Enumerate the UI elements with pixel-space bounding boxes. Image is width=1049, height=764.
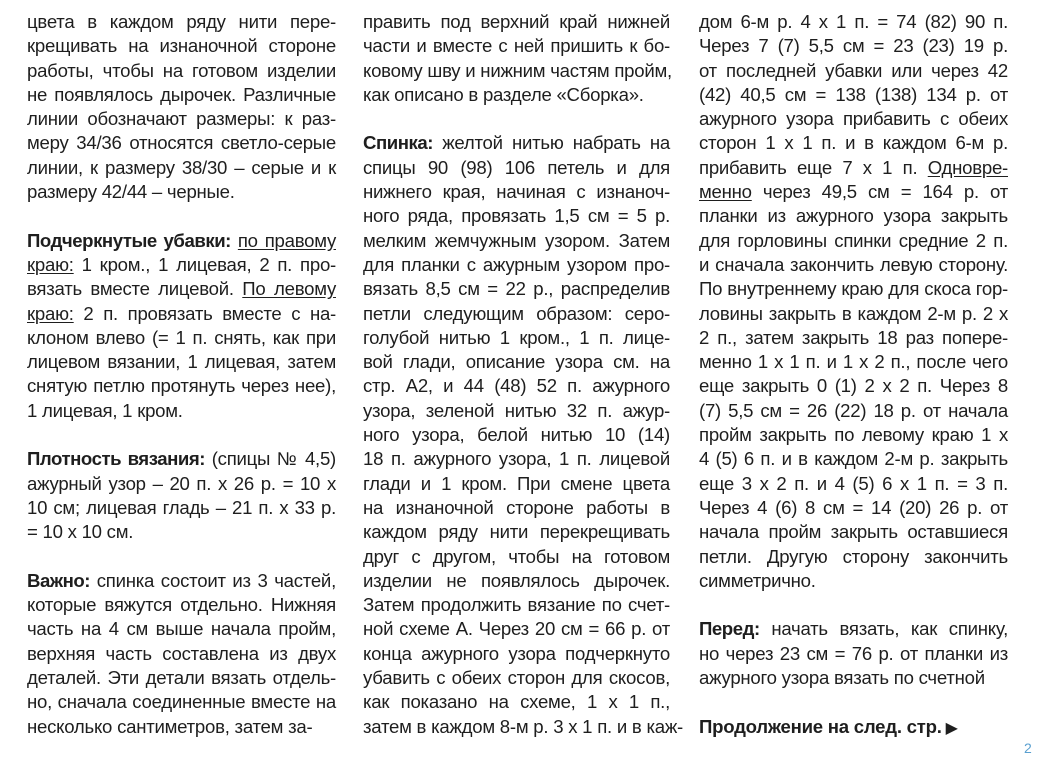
section-heading: Важно:	[27, 569, 91, 591]
text-line	[27, 156, 336, 180]
text-run: друг с другом, чтобы на готовом	[363, 545, 670, 567]
text-line	[363, 204, 670, 228]
text-run: начать вязать, как спинку,	[759, 618, 1008, 640]
paragraph	[27, 229, 336, 423]
text-line	[699, 496, 1008, 520]
text-run: не появлялось дырочек. Различные	[27, 83, 336, 105]
text-run: цвета в каждом ряду нити пере-	[27, 11, 336, 32]
text-run: планки из ажурного узора закрыть	[699, 205, 1008, 227]
text-line	[699, 569, 1008, 593]
text-line	[27, 83, 336, 107]
text-run: ажурного узора вязать по счетной	[699, 667, 985, 689]
text-run: линии, к размеру 38/30 – серые и к	[27, 156, 336, 178]
text-run: 4 (5) 6 п. и в каждом 2-м р. закрыть	[699, 448, 1008, 470]
text-run: вой глади, описание узора см. на	[363, 351, 670, 373]
text-line	[699, 83, 1008, 107]
text-line	[699, 326, 1008, 350]
text-run: дом 6-м р. 4 х 1 п. = 74 (82) 90 п.	[699, 11, 1008, 32]
text-line	[699, 642, 1008, 666]
continuation-note	[699, 715, 1008, 741]
text-run: стр. А2, и 44 (48) 52 п. ажурного	[363, 375, 670, 397]
text-line	[27, 399, 336, 423]
text-line	[699, 447, 1008, 471]
text-line	[699, 204, 1008, 228]
text-line	[699, 472, 1008, 496]
text-line	[27, 447, 336, 471]
text-line	[363, 423, 670, 447]
text-run: (42) 40,5 см = 138 (138) 134 р. от	[699, 83, 1008, 105]
arrow-right-icon: ▶	[945, 719, 958, 737]
text-line	[27, 326, 336, 350]
text-line	[699, 302, 1008, 326]
text-line	[363, 180, 670, 204]
section-heading: Подчеркнутые убавки:	[27, 229, 231, 251]
paragraph	[27, 569, 336, 739]
text-line	[699, 59, 1008, 83]
text-run: лицевом вязании, 1 лицевая, затем	[27, 351, 336, 373]
text-line	[699, 156, 1008, 180]
text-line	[363, 229, 670, 253]
text-line	[363, 496, 670, 520]
text-column-1	[27, 10, 336, 739]
text-line	[699, 617, 1008, 641]
text-line	[363, 131, 670, 155]
text-line	[27, 520, 336, 544]
text-line	[699, 350, 1008, 374]
text-line	[699, 399, 1008, 423]
text-run: вязать 8,5 см = 22 р., распределив	[363, 278, 670, 300]
text-run: еще 3 х 2 п. и 4 (5) 6 х 1 п. = 3 п.	[699, 472, 1008, 494]
text-run: 2 п. провязать вместе с на-	[73, 302, 336, 324]
text-line	[363, 399, 670, 423]
text-line	[363, 617, 670, 641]
text-line	[699, 520, 1008, 544]
text-run: каждом ряду нити перекрещивать	[363, 521, 670, 543]
underlined-text: Одновре-	[927, 156, 1008, 178]
text-run: ного ряда, провязать 1,5 см = 5 р.	[363, 205, 670, 227]
text-line	[27, 107, 336, 131]
text-line	[363, 374, 670, 398]
text-line	[363, 156, 670, 180]
text-run: ажурный узор – 20 п. х 26 р. = 10 х	[27, 472, 336, 494]
text-run: (7) 5,5 см = 26 (22) 18 р. от начала	[699, 399, 1008, 421]
text-line	[699, 277, 1008, 301]
text-run: часть на 4 см выше начала пройм,	[27, 618, 336, 640]
text-run: но через 23 см = 76 р. от планки из	[699, 642, 1008, 664]
text-line	[363, 666, 670, 690]
text-run: петли. Другую сторону закончить	[699, 545, 1008, 567]
text-run: линии обозначают размеры: к раз-	[27, 108, 336, 130]
text-run: как показано на схеме, 1 х 1 п.,	[363, 691, 670, 713]
text-run: изделии не появлялось дырочек.	[363, 569, 670, 591]
continuation-text: Продолжение на след. стр.	[699, 715, 942, 737]
text-line	[699, 229, 1008, 253]
text-run: петли следующим образом: серо-	[363, 302, 670, 324]
text-run: 10 см; лицевая гладь – 21 п. х 33 р.	[27, 496, 336, 518]
paragraph	[27, 447, 336, 544]
text-line	[699, 253, 1008, 277]
text-line	[363, 715, 683, 739]
text-run: через 49,5 см = 164 р. от	[751, 181, 1008, 203]
text-line	[27, 715, 336, 739]
text-line	[699, 10, 1008, 34]
text-line	[27, 472, 336, 496]
text-run: от последней убавки или через 42	[699, 59, 1008, 81]
text-run: спинка состоит из 3 частей,	[90, 569, 336, 591]
text-line	[363, 59, 670, 83]
text-line	[27, 666, 336, 690]
text-run: 1 лицевая, 1 кром.	[27, 399, 183, 421]
text-line	[27, 277, 336, 301]
text-line	[699, 545, 1008, 569]
text-run: симметрично.	[699, 569, 816, 591]
text-run: клоном влево (= 1 п. снять, как при	[27, 326, 336, 348]
text-run: деталей. Эти детали вязать отдель-	[27, 667, 336, 689]
text-line	[363, 277, 670, 301]
text-line	[27, 180, 336, 204]
text-line	[363, 302, 670, 326]
text-line	[699, 423, 1008, 447]
text-run: 18 п. ажурного узора, 1 п. лицевой	[363, 448, 670, 470]
text-line	[363, 520, 670, 544]
paragraph	[363, 10, 670, 107]
text-run: пройм закрыть по левому краю 1 х	[699, 424, 1008, 446]
text-run: узора, зеленой нитью 32 п. ажур-	[363, 399, 670, 421]
page-number: 2	[1024, 740, 1032, 756]
underlined-text: По левому	[242, 278, 336, 300]
text-run: и сначала закончить левую сторону.	[699, 253, 1008, 275]
text-line	[699, 666, 1008, 690]
text-run: (спицы № 4,5)	[205, 448, 336, 470]
text-line	[363, 10, 670, 34]
text-line	[699, 131, 1008, 155]
underlined-text: краю:	[27, 302, 74, 324]
text-run: ковому шву и нижним частям пройм,	[363, 59, 672, 81]
text-column-2	[363, 10, 683, 739]
text-run: голубой нитью 1 кром., 1 п. лице-	[363, 326, 670, 348]
text-line	[27, 59, 336, 83]
text-run: которые вяжутся отдельно. Нижняя	[27, 594, 336, 616]
text-run: несколько сантиметров, затем за-	[27, 715, 313, 737]
text-run: = 10 х 10 см.	[27, 521, 134, 543]
text-run: прибавить еще 7 х 1 п.	[699, 156, 928, 178]
paragraph	[699, 10, 1008, 593]
text-run: желтой нитью набрать на	[433, 132, 670, 154]
text-line	[363, 642, 670, 666]
section-heading: Спинка:	[363, 132, 434, 154]
text-line	[363, 447, 670, 471]
text-line	[363, 593, 670, 617]
text-column-3	[699, 10, 1008, 741]
text-run: размеру 42/44 – черные.	[27, 181, 235, 203]
section-heading: Плотность вязания:	[27, 448, 206, 470]
text-run: Через 7 (7) 5,5 см = 23 (23) 19 р.	[699, 35, 1008, 57]
text-run: еще закрыть 0 (1) 2 х 2 п. Через 8	[699, 375, 1008, 397]
text-line	[27, 10, 336, 34]
text-run: снятую петлю протянуть через нее),	[27, 375, 336, 397]
text-line	[27, 569, 336, 593]
text-run: вязать вместе лицевой.	[27, 278, 243, 300]
text-run: мелким жемчужным узором. Затем	[363, 229, 670, 251]
text-run: править под верхний край нижней	[363, 11, 670, 32]
text-run: спицы 90 (98) 106 петель и для	[363, 156, 670, 178]
text-line	[27, 374, 336, 398]
text-run: убавить с обеих сторон для скосов,	[363, 667, 670, 689]
text-run: сторон 1 х 1 п. и в каждом 6-м р.	[699, 132, 1008, 154]
text-line	[27, 496, 336, 520]
text-run: нижнего края, начиная с изнаноч-	[363, 181, 670, 203]
section-heading: Перед:	[699, 618, 760, 640]
underlined-text: по правому	[237, 229, 336, 251]
text-run: части и вместе с ней пришить к бо-	[363, 35, 670, 57]
text-run: глади и 1 кром. При смене цвета	[363, 472, 670, 494]
text-run: менно 1 х 1 п. и 1 х 2 п., после чего	[699, 351, 1008, 373]
text-run: работы, чтобы на готовом изделии	[27, 59, 336, 81]
text-line	[27, 131, 336, 155]
text-line	[699, 107, 1008, 131]
text-run: но, сначала соединенные вместе на	[27, 691, 336, 713]
text-line	[363, 34, 670, 58]
text-line	[363, 472, 670, 496]
underlined-text: краю:	[27, 253, 74, 275]
text-line	[699, 374, 1008, 398]
text-line	[27, 642, 336, 666]
text-run: для планки с ажурным узором про-	[363, 253, 670, 275]
text-run: ажурного узора прибавить с обеих	[699, 108, 1008, 130]
text-line	[699, 34, 1008, 58]
text-run: как описано в разделе «Сборка».	[363, 83, 644, 105]
text-line	[27, 302, 336, 326]
text-line	[27, 253, 336, 277]
text-run: ловины закрыть в каждом 2-м р. 2 х	[699, 302, 1008, 324]
text-line	[27, 229, 336, 253]
text-run	[231, 230, 238, 251]
text-line	[363, 690, 670, 714]
text-line	[27, 617, 336, 641]
text-run: Через 4 (6) 8 см = 14 (20) 26 р. от	[699, 496, 1008, 518]
text-line	[27, 34, 336, 58]
text-run: меру 34/36 относятся светло-серые	[27, 132, 336, 154]
text-line	[363, 569, 670, 593]
text-run: 1 кром., 1 лицевая, 2 п. про-	[73, 253, 336, 275]
text-run: ного узора, белой нитью 10 (14)	[363, 424, 670, 446]
text-run: для горловины спинки средние 2 п.	[699, 229, 1008, 251]
text-line	[363, 326, 670, 350]
text-run: 2 п., затем закрыть 18 раз попере-	[699, 326, 1008, 348]
text-line	[363, 350, 670, 374]
paragraph	[27, 10, 336, 204]
text-run: на изнаночной стороне работы в	[363, 496, 670, 518]
text-run: ной схеме А. Через 20 см = 66 р. от	[363, 618, 670, 640]
text-run: крещивать на изнаночной стороне	[27, 35, 336, 57]
text-run: конца ажурного узора подчеркнуто	[363, 642, 670, 664]
text-line	[27, 593, 336, 617]
underlined-text: менно	[699, 181, 752, 203]
text-line	[699, 180, 1008, 204]
text-line	[363, 253, 670, 277]
text-line	[363, 83, 670, 107]
text-run: затем в каждом 8-м р. 3 х 1 п. и в каж-	[363, 715, 683, 737]
text-run: По внутреннему краю для скоса гор-	[699, 278, 1008, 300]
paragraph	[699, 617, 1008, 690]
text-run: верхняя часть составлена из двух	[27, 642, 336, 664]
text-run: Затем продолжить вязание по счет-	[363, 594, 670, 616]
text-line	[27, 350, 336, 374]
text-run: начала пройм закрыть оставшиеся	[699, 521, 1008, 543]
text-line	[27, 690, 336, 714]
text-line	[363, 545, 670, 569]
paragraph	[363, 131, 683, 738]
